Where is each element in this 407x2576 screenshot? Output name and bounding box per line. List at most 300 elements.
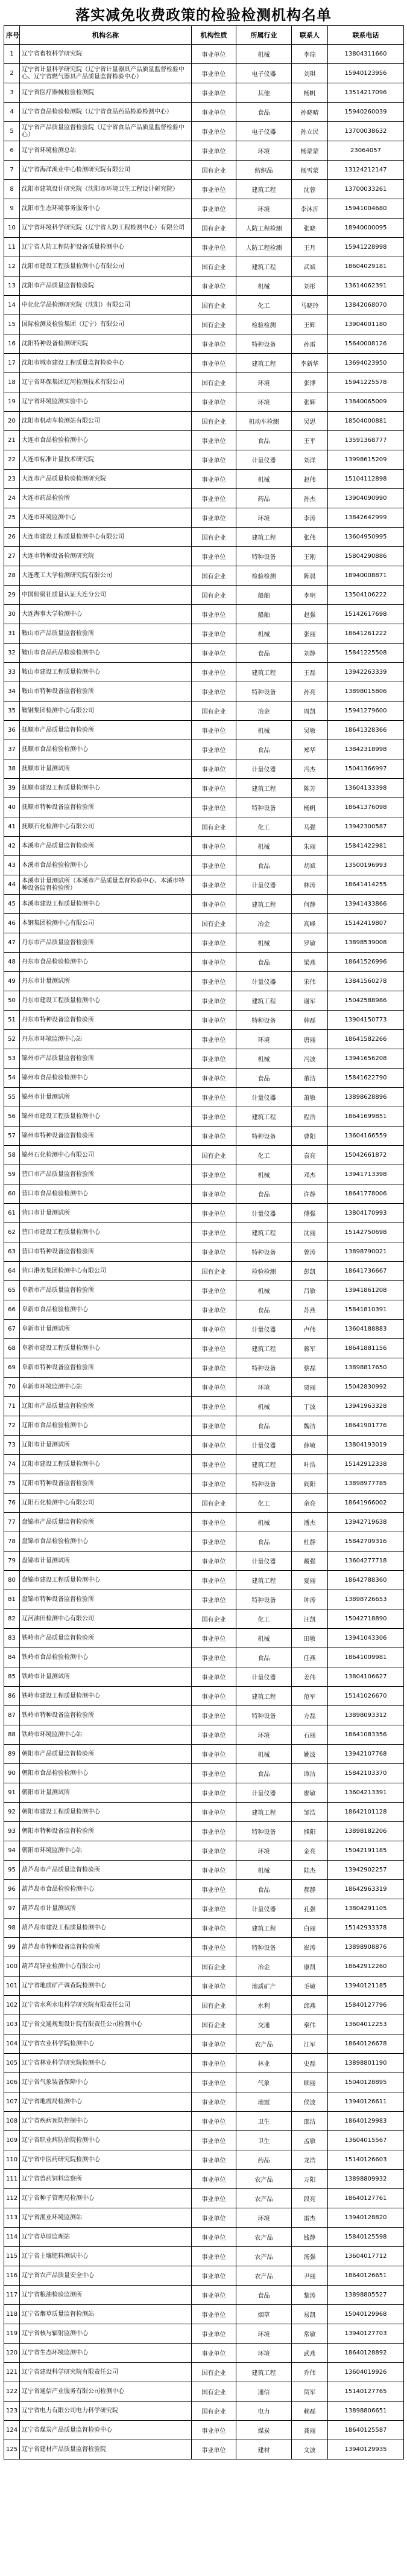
cell-nature: 事业单位 <box>192 991 236 1011</box>
cell-index: 88 <box>4 1725 20 1745</box>
cell-industry: 建筑工程 <box>236 663 292 682</box>
cell-industry: 环境 <box>236 2324 292 2344</box>
cell-industry: 计量仪器 <box>236 1088 292 1107</box>
cell-industry: 烟草 <box>236 2305 292 2324</box>
cell-contact: 崔涛 <box>292 1938 328 1957</box>
cell-contact: 史磊 <box>292 2054 328 2073</box>
cell-nature: 事业单位 <box>192 334 236 354</box>
cell-name: 辽宁省气象装备保障中心 <box>20 2073 192 2092</box>
table-row <box>4 1165 404 1184</box>
cell-contact: 朱丽 <box>292 837 328 856</box>
cell-index: 100 <box>4 1957 20 1977</box>
cell-contact: 白丽 <box>292 1919 328 1938</box>
cell-contact: 姜伟 <box>292 1667 328 1687</box>
cell-name: 锦州市计量测试所 <box>20 1088 192 1107</box>
cell-industry: 机械 <box>236 276 292 296</box>
cell-index: 37 <box>4 740 20 759</box>
table-row <box>4 161 404 180</box>
table-row <box>4 1667 404 1687</box>
cell-index: 43 <box>4 856 20 875</box>
cell-name: 铁岭市建设工程质量检测中心 <box>20 1687 192 1706</box>
cell-nature: 事业单位 <box>192 2170 236 2189</box>
cell-nature: 国有企业 <box>192 2402 236 2421</box>
cell-industry: 计量仪器 <box>236 1783 292 1803</box>
cell-contact: 李明 <box>292 586 328 605</box>
cell-phone: 13898806651 <box>328 2402 404 2421</box>
cell-industry: 环境 <box>236 1841 292 1861</box>
cell-contact: 武燕 <box>292 2344 328 2363</box>
cell-nature: 事业单位 <box>192 1300 236 1320</box>
cell-name: 本钢集团检测中心有限公司 <box>20 914 192 933</box>
cell-industry: 计量仪器 <box>236 1899 292 1919</box>
table-row <box>4 1571 404 1590</box>
cell-nature: 事业单位 <box>192 933 236 953</box>
table-row <box>4 1397 404 1416</box>
cell-index: 27 <box>4 547 20 566</box>
cell-index: 119 <box>4 2324 20 2344</box>
cell-contact: 丁波 <box>292 1397 328 1416</box>
cell-index: 103 <box>4 2015 20 2034</box>
cell-nature: 事业单位 <box>192 1513 236 1532</box>
cell-index: 52 <box>4 1030 20 1049</box>
cell-index: 4 <box>4 103 20 122</box>
table-row <box>4 2324 404 2344</box>
cell-contact: 贺军 <box>292 2382 328 2402</box>
cell-index: 16 <box>4 334 20 354</box>
cell-phone: 15042191185 <box>328 1841 404 1861</box>
cell-nature: 事业单位 <box>192 547 236 566</box>
cell-phone: 18641414255 <box>328 875 404 895</box>
cell-contact: 顾丽 <box>292 2073 328 2092</box>
table-row <box>4 2305 404 2324</box>
cell-name: 辽宁省食品检验检测院（辽宁省食品药品检验检测中心） <box>20 103 192 122</box>
table-row <box>4 817 404 837</box>
cell-phone: 13940121185 <box>328 1977 404 1996</box>
cell-index: 28 <box>4 566 20 586</box>
cell-phone: 13898539008 <box>328 933 404 953</box>
cell-industry: 食品 <box>236 1416 292 1436</box>
cell-contact: 袁亮 <box>292 1146 328 1165</box>
table-header-row <box>4 26 404 45</box>
cell-phone: 13604950995 <box>328 528 404 547</box>
cell-nature: 事业单位 <box>192 1687 236 1706</box>
cell-contact: 郝静 <box>292 1880 328 1899</box>
cell-index: 82 <box>4 1609 20 1629</box>
table-row <box>4 1880 404 1899</box>
cell-phone: 13940126611 <box>328 2092 404 2112</box>
cell-nature: 国有企业 <box>192 1146 236 1165</box>
cell-index: 85 <box>4 1667 20 1687</box>
cell-name: 辽宁省环境科学研究院（辽宁省人防工程检测中心）有限公司 <box>20 219 192 238</box>
table-row <box>4 1416 404 1436</box>
table-row <box>4 1281 404 1300</box>
cell-phone: 13504106222 <box>328 586 404 605</box>
cell-index: 59 <box>4 1165 20 1184</box>
table-row <box>4 933 404 953</box>
cell-contact: 李沐沂 <box>292 199 328 219</box>
table-row <box>4 219 404 238</box>
cell-nature: 事业单位 <box>192 1841 236 1861</box>
cell-index: 38 <box>4 759 20 779</box>
cell-phone: 13841560278 <box>328 972 404 991</box>
cell-nature: 事业单位 <box>192 1049 236 1069</box>
cell-phone: 18640125587 <box>328 2421 404 2440</box>
cell-contact: 萧敏 <box>292 1088 328 1107</box>
cell-name: 抚顺市食品检验检测中心 <box>20 740 192 759</box>
table-row <box>4 2344 404 2363</box>
cell-contact: 刘静 <box>292 644 328 663</box>
cell-phone: 15040129968 <box>328 2305 404 2324</box>
cell-contact: 郑华 <box>292 740 328 759</box>
table-row <box>4 2073 404 2092</box>
cell-nature: 事业单位 <box>192 2344 236 2363</box>
table-row <box>4 953 404 972</box>
cell-nature: 事业单位 <box>192 1030 236 1049</box>
table-row <box>4 721 404 740</box>
cell-phone: 13898182206 <box>328 1822 404 1841</box>
table-row <box>4 528 404 547</box>
cell-name: 大连市标准计量技术研究院 <box>20 450 192 470</box>
cell-phone: 13941043306 <box>328 1629 404 1648</box>
cell-industry: 农产品 <box>236 2189 292 2208</box>
cell-index: 101 <box>4 1977 20 1996</box>
table-row <box>4 1957 404 1977</box>
cell-contact: 董洁 <box>292 1069 328 1088</box>
cell-industry: 特种设备 <box>236 1011 292 1030</box>
cell-index: 122 <box>4 2382 20 2402</box>
cell-phone: 15841810391 <box>328 1300 404 1320</box>
cell-index: 60 <box>4 1184 20 1204</box>
cell-industry: 食品 <box>236 1069 292 1088</box>
cell-phone: 13904150773 <box>328 1011 404 1030</box>
cell-index: 46 <box>4 914 20 933</box>
cell-index: 11 <box>4 238 20 257</box>
cell-phone: 15840125598 <box>328 2228 404 2247</box>
cell-industry: 建筑工程 <box>236 1107 292 1127</box>
cell-industry: 环境 <box>236 392 292 412</box>
table-row <box>4 1513 404 1532</box>
cell-phone: 13804193019 <box>328 1436 404 1455</box>
cell-name: 本溪市食品检验检测中心 <box>20 856 192 875</box>
cell-index: 110 <box>4 2150 20 2170</box>
table-row <box>4 1803 404 1822</box>
cell-phone: 15640008126 <box>328 334 404 354</box>
document-title: 落实减免收费政策的检验检测机构名单 <box>75 6 332 24</box>
table-row <box>4 663 404 682</box>
cell-nature: 事业单位 <box>192 276 236 296</box>
table-row <box>4 2015 404 2034</box>
cell-industry: 机械 <box>236 1165 292 1184</box>
cell-industry: 检验检测 <box>236 315 292 334</box>
table-row <box>4 837 404 856</box>
cell-name: 辽宁省农业科学院检测中心 <box>20 2034 192 2054</box>
table-row <box>4 1069 404 1088</box>
cell-name: 鞍山市建设工程质量检测中心 <box>20 663 192 682</box>
cell-nature: 事业单位 <box>192 2208 236 2228</box>
cell-contact: 陈芳 <box>292 779 328 798</box>
cell-phone: 13942263339 <box>328 663 404 682</box>
cell-industry: 机械 <box>236 837 292 856</box>
cell-industry: 船舶 <box>236 586 292 605</box>
cell-index: 54 <box>4 1069 20 1088</box>
cell-nature: 事业单位 <box>192 856 236 875</box>
cell-nature: 事业单位 <box>192 644 236 663</box>
table-row <box>4 1300 404 1320</box>
cell-industry: 计量仪器 <box>236 1552 292 1571</box>
cell-index: 79 <box>4 1552 20 1571</box>
cell-name: 丹东市计量测试所 <box>20 972 192 991</box>
cell-contact: 杨帆 <box>292 798 328 817</box>
cell-contact: 吴敏 <box>292 721 328 740</box>
cell-contact: 苏燕 <box>292 1300 328 1320</box>
cell-index: 92 <box>4 1803 20 1822</box>
table-row <box>4 1861 404 1880</box>
cell-contact: 任燕 <box>292 1648 328 1667</box>
cell-nature: 事业单位 <box>192 605 236 624</box>
cell-industry: 食品 <box>236 1764 292 1783</box>
cell-nature: 事业单位 <box>192 1725 236 1745</box>
cell-phone: 18641261222 <box>328 624 404 644</box>
cell-name: 辽宁省环境检测总站 <box>20 141 192 161</box>
cell-name: 大连市特种设备检测研究院 <box>20 547 192 566</box>
cell-index: 94 <box>4 1841 20 1861</box>
cell-nature: 事业单位 <box>192 1590 236 1609</box>
cell-name: 盘锦市食品检验检测中心 <box>20 1532 192 1552</box>
cell-name: 阜新市环境监测中心站 <box>20 1378 192 1397</box>
table-row <box>4 122 404 141</box>
table-row <box>4 624 404 644</box>
cell-industry: 环境 <box>236 2208 292 2228</box>
table-row <box>4 2131 404 2150</box>
cell-industry: 通信 <box>236 2382 292 2402</box>
cell-name: 辽宁省建材产品质量监督检验院 <box>20 2440 192 2459</box>
cell-index: 97 <box>4 1899 20 1919</box>
cell-name: 辽河油田检测中心有限公司 <box>20 1609 192 1629</box>
cell-name: 辽宁省人防工程防护设备质量检测中心 <box>20 238 192 257</box>
cell-nature: 事业单位 <box>192 2054 236 2073</box>
cell-nature: 事业单位 <box>192 2247 236 2266</box>
cell-contact: 马晓玲 <box>292 296 328 315</box>
cell-contact: 毛敏 <box>292 1977 328 1996</box>
cell-name: 沈阳市机动车检测站有限公司 <box>20 412 192 431</box>
cell-nature: 事业单位 <box>192 663 236 682</box>
cell-phone: 15042718890 <box>328 1609 404 1629</box>
cell-index: 56 <box>4 1107 20 1127</box>
column-header-index: 序号 <box>4 26 20 45</box>
cell-nature: 国有企业 <box>192 2363 236 2382</box>
cell-contact: 高峰 <box>292 914 328 933</box>
cell-industry: 建材 <box>236 2440 292 2459</box>
cell-name: 丹东市建设工程质量检测中心 <box>20 991 192 1011</box>
cell-industry: 计量仪器 <box>236 972 292 991</box>
cell-name: 朝阳市产品质量监督检验所 <box>20 1745 192 1764</box>
table-row <box>4 1532 404 1552</box>
cell-nature: 国有企业 <box>192 1996 236 2015</box>
cell-contact: 孔强 <box>292 1899 328 1919</box>
cell-industry: 食品 <box>236 1300 292 1320</box>
cell-contact: 赖磊 <box>292 2402 328 2421</box>
table-row <box>4 740 404 759</box>
cell-industry: 食品 <box>236 1532 292 1552</box>
cell-industry: 计量仪器 <box>236 450 292 470</box>
cell-phone: 18641328366 <box>328 721 404 740</box>
cell-nature: 事业单位 <box>192 2073 236 2092</box>
cell-industry: 建筑工程 <box>236 779 292 798</box>
cell-contact: 杜静 <box>292 1532 328 1552</box>
cell-index: 67 <box>4 1320 20 1339</box>
table-row <box>4 450 404 470</box>
cell-contact: 余亮 <box>292 1494 328 1513</box>
table-row <box>4 1242 404 1262</box>
cell-industry: 特种设备 <box>236 334 292 354</box>
cell-nature: 事业单位 <box>192 1165 236 1184</box>
cell-industry: 建筑工程 <box>236 180 292 199</box>
cell-nature: 事业单位 <box>192 2324 236 2344</box>
table-row <box>4 1899 404 1919</box>
cell-phone: 15042830992 <box>328 1378 404 1397</box>
cell-industry: 水利 <box>236 1996 292 2015</box>
cell-industry: 机械 <box>236 1397 292 1416</box>
cell-phone: 13500196993 <box>328 856 404 875</box>
table-row <box>4 566 404 586</box>
cell-contact: 李瑞 <box>292 45 328 64</box>
cell-name: 铁岭市食品检验检测中心 <box>20 1648 192 1667</box>
cell-name: 沈阳市建设工程质量检测中心有限公司 <box>20 257 192 276</box>
cell-index: 64 <box>4 1262 20 1281</box>
cell-nature: 事业单位 <box>192 180 236 199</box>
cell-name: 辽宁省建设科学研究院有限责任公司 <box>20 2363 192 2382</box>
cell-industry: 煤炭 <box>236 2421 292 2440</box>
cell-phone: 18641881156 <box>328 1339 404 1358</box>
table-row <box>4 1204 404 1223</box>
cell-nature: 事业单位 <box>192 1378 236 1397</box>
cell-index: 10 <box>4 219 20 238</box>
cell-index: 26 <box>4 528 20 547</box>
cell-industry: 卫生 <box>236 2131 292 2150</box>
cell-phone: 15841225508 <box>328 644 404 663</box>
table-row <box>4 1339 404 1358</box>
table-row <box>4 2247 404 2266</box>
cell-contact: 刘洋 <box>292 450 328 470</box>
cell-name: 锦州市特种设备监督检验所 <box>20 1127 192 1146</box>
cell-name: 大连市建设工程质量检测中心有限公司 <box>20 528 192 547</box>
cell-contact: 沈蓉 <box>292 180 328 199</box>
cell-phone: 18604029181 <box>328 257 404 276</box>
cell-contact: 贾丽 <box>292 1378 328 1397</box>
cell-contact: 周凯 <box>292 702 328 721</box>
cell-phone: 13942719638 <box>328 1513 404 1532</box>
cell-index: 13 <box>4 276 20 296</box>
cell-nature: 国有企业 <box>192 373 236 392</box>
table-row <box>4 1706 404 1725</box>
cell-name: 葫芦岛市建设工程质量检测中心 <box>20 1919 192 1938</box>
cell-name: 辽宁省疾病预防控制中心 <box>20 2112 192 2131</box>
cell-name: 鞍钢集团检测中心有限公司 <box>20 702 192 721</box>
cell-contact: 武斌 <box>292 257 328 276</box>
table-row <box>4 315 404 334</box>
cell-phone: 13942107768 <box>328 1745 404 1764</box>
cell-phone: 18641009981 <box>328 1648 404 1667</box>
cell-nature: 国有企业 <box>192 161 236 180</box>
cell-nature: 国有企业 <box>192 219 236 238</box>
cell-phone: 18642963319 <box>328 1880 404 1899</box>
cell-nature: 事业单位 <box>192 354 236 373</box>
cell-phone: 13614062391 <box>328 276 404 296</box>
cell-nature: 事业单位 <box>192 1011 236 1030</box>
cell-name: 辽宁省通信产业服务有限公司检测中心 <box>20 2382 192 2402</box>
cell-phone: 15040128895 <box>328 2073 404 2092</box>
cell-contact: 龙浩 <box>292 2150 328 2170</box>
cell-phone: 18641526996 <box>328 953 404 972</box>
cell-contact: 戴强 <box>292 1552 328 1571</box>
cell-contact: 唐丽 <box>292 1030 328 1049</box>
cell-contact: 赵伟 <box>292 470 328 489</box>
cell-contact: 王磊 <box>292 663 328 682</box>
cell-phone: 15842709316 <box>328 1532 404 1552</box>
cell-industry: 食品 <box>236 1184 292 1204</box>
cell-nature: 事业单位 <box>192 2421 236 2440</box>
cell-contact: 孙亮 <box>292 682 328 702</box>
cell-industry: 计量仪器 <box>236 1436 292 1455</box>
table-row <box>4 702 404 721</box>
cell-contact: 夏丽 <box>292 1571 328 1590</box>
cell-industry: 特种设备 <box>236 1706 292 1725</box>
table-row <box>4 2363 404 2382</box>
cell-nature: 事业单位 <box>192 1455 236 1474</box>
cell-contact: 陆杰 <box>292 1861 328 1880</box>
cell-index: 63 <box>4 1242 20 1262</box>
cell-index: 111 <box>4 2170 20 2189</box>
cell-name: 锦州市食品检验检测中心 <box>20 1069 192 1088</box>
cell-phone: 13941433866 <box>328 895 404 914</box>
cell-nature: 事业单位 <box>192 489 236 508</box>
cell-phone: 18641582266 <box>328 1030 404 1049</box>
cell-nature: 事业单位 <box>192 2440 236 2459</box>
cell-nature: 事业单位 <box>192 2228 236 2247</box>
cell-name: 大连海事大学检测中心 <box>20 605 192 624</box>
table-row <box>4 1745 404 1764</box>
table-row <box>4 373 404 392</box>
cell-phone: 18642788360 <box>328 1571 404 1590</box>
cell-index: 17 <box>4 354 20 373</box>
cell-phone: 13604019926 <box>328 2363 404 2382</box>
cell-index: 117 <box>4 2286 20 2305</box>
cell-index: 25 <box>4 508 20 528</box>
cell-phone: 18504000881 <box>328 412 404 431</box>
cell-nature: 事业单位 <box>192 141 236 161</box>
cell-phone: 18640127761 <box>328 2189 404 2208</box>
cell-contact: 何静 <box>292 895 328 914</box>
cell-nature: 事业单位 <box>192 1107 236 1127</box>
cell-name: 辽阳市建设工程质量检测中心 <box>20 1455 192 1474</box>
cell-industry: 化工 <box>236 1609 292 1629</box>
cell-industry: 机械 <box>236 933 292 953</box>
cell-industry: 化工 <box>236 1494 292 1513</box>
cell-phone: 13904001180 <box>328 315 404 334</box>
cell-phone: 13898015806 <box>328 682 404 702</box>
cell-contact: 秦伟 <box>292 2015 328 2034</box>
cell-name: 辽阳市食品检验检测中心 <box>20 1416 192 1436</box>
cell-name: 辽宁省地震局检测中心 <box>20 2092 192 2112</box>
cell-name: 铁岭市计量测试所 <box>20 1667 192 1687</box>
cell-name: 沈阳特种设备检测研究院 <box>20 334 192 354</box>
cell-contact: 魏洁 <box>292 1416 328 1436</box>
cell-industry: 地质矿产 <box>236 1977 292 1996</box>
cell-nature: 事业单位 <box>192 740 236 759</box>
cell-index: 104 <box>4 2034 20 2054</box>
cell-nature: 事业单位 <box>192 1919 236 1938</box>
cell-index: 90 <box>4 1764 20 1783</box>
